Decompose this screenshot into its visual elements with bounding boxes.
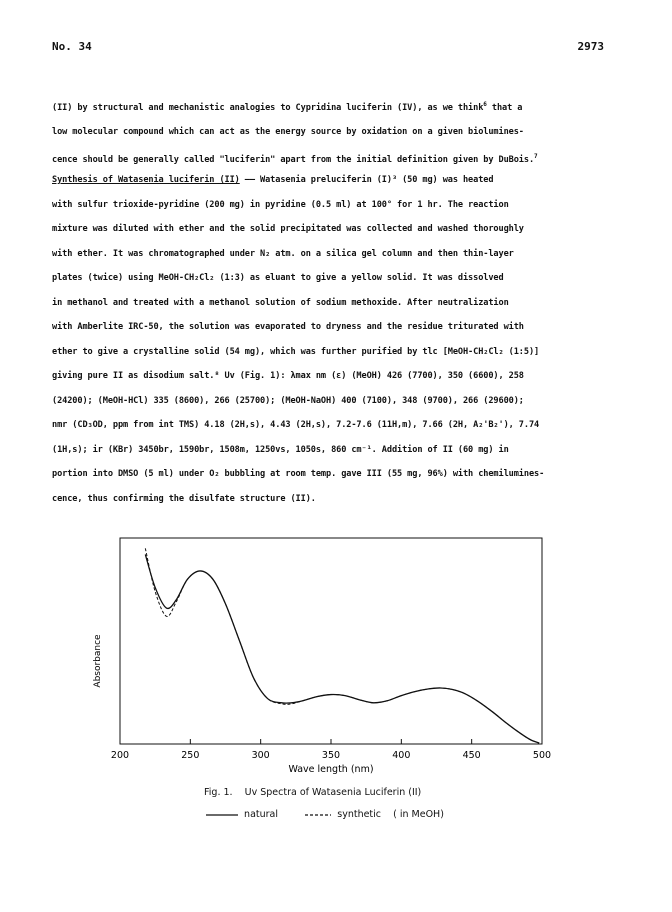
page-number: 2973: [577, 40, 604, 53]
text-line: cence, thus confirming the disulfate structure (II).: [52, 493, 316, 504]
text-line: low molecular compound which can act as the energy source by oxidation on a given biolumines-: [52, 127, 524, 138]
text-line: nmr (CD₃OD, ppm from int TMS) 4.18 (2H,s), 4.43 (2H,s), 7.2-7.6 (11H,m), 7.66 (2H, A₂'B₂'), 7.74: [52, 420, 540, 430]
legend-synthetic: synthetic: [337, 809, 382, 820]
x-tick-label: 400: [392, 750, 411, 761]
text-span: (II) by structural and mechanistic analogies to Cypridina luciferin (IV), as we think: [52, 102, 484, 113]
footnote-ref: 7: [534, 152, 538, 160]
text-line: with ether. It was chromatographed under N₂ atm. on a silica gel column and then thin-layer: [52, 248, 514, 259]
x-tick-label: 350: [321, 750, 341, 761]
x-tick-label: 200: [110, 750, 130, 761]
legend-solvent: ( in MeOH): [393, 809, 444, 820]
legend-solid-line: [206, 812, 238, 818]
text-line: mixture was diluted with ether and the solid precipitated was collected and washed thoroughly: [52, 224, 524, 234]
text-span: cence should be generally called "luciferin" apart from the initial definition given by DuBois.: [52, 154, 535, 165]
x-tick-label: 250: [181, 750, 200, 761]
text-line: portion into DMSO (5 ml) under O₂ bubbling at room temp. gave III (55 mg, 96%) with chemilumines-: [52, 469, 545, 479]
legend-dashed-line: [305, 812, 331, 818]
text-span: —— Watasenia preluciferin (I)³ (50 mg) was heated: [239, 175, 494, 185]
x-tick-label: 500: [532, 750, 552, 761]
text-line: with sulfur trioxide-pyridine (200 mg) in pyridine (0.5 ml) at 100° for 1 hr. The reaction: [52, 199, 509, 210]
text-line: with Amberlite IRC-50, the solution was evaporated to dryness and the residue triturated with: [52, 322, 524, 332]
paragraph-intro: [52, 93, 627, 172]
x-tick-label: 450: [462, 750, 481, 761]
caption-number: Fig. 1.: [204, 787, 233, 798]
text-line: plates (twice) using MeOH-CH₂Cl₂ (1:3) as eluant to give a yellow solid. It was dissolved: [52, 273, 504, 283]
text-span: that a: [486, 102, 523, 113]
caption-text: Uv Spectra of Watasenia Luciferin (II): [244, 787, 422, 798]
section-heading: Synthesis of Watasenia luciferin (II): [52, 175, 240, 185]
text-line: [52, 168, 627, 193]
text-line: ether to give a crystalline solid (54 mg), which was further purified by tlc [MeOH-CH₂Cl₂ (1:5)]: [52, 346, 540, 357]
y-axis-label: Absorbance: [93, 634, 103, 688]
series-layer: [145, 548, 539, 743]
text-line: [52, 93, 627, 120]
paragraph-synthesis: [52, 168, 627, 511]
text-line: in methanol and treated with a methanol solution of sodium methoxide. After neutralization: [52, 297, 509, 308]
uv-spectrum-chart: [86, 532, 566, 782]
plot-frame: [120, 538, 542, 744]
x-axis-label: Wave length (nm): [288, 764, 374, 775]
text-line: (24200); (MeOH-HCl) 335 (8600), 266 (25700); (MeOH-NaOH) 400 (7100), 348 (9700), 266 (29600);: [52, 395, 524, 406]
figure-legend: [206, 809, 444, 820]
series-line-synthetic: [145, 548, 539, 743]
text-line: giving pure II as disodium salt.⁸ Uv (Fig. 1): λmax nm (ε) (MeOH) 426 (7700), 350 (6600), 258: [52, 371, 524, 381]
figure-caption: [204, 787, 421, 798]
text-line: (1H,s); ir (KBr) 3450br, 1590br, 1508m, 1250vs, 1050s, 860 cm⁻¹. Addition of II (60 mg) in: [52, 444, 509, 455]
series-line-natural: [145, 554, 539, 742]
x-tick-label: 300: [251, 750, 270, 761]
x-axis-ticks: [111, 739, 551, 761]
page-header-left: No. 34: [52, 40, 92, 53]
footnote-ref: 6: [483, 101, 487, 108]
legend-natural: natural: [244, 809, 279, 820]
